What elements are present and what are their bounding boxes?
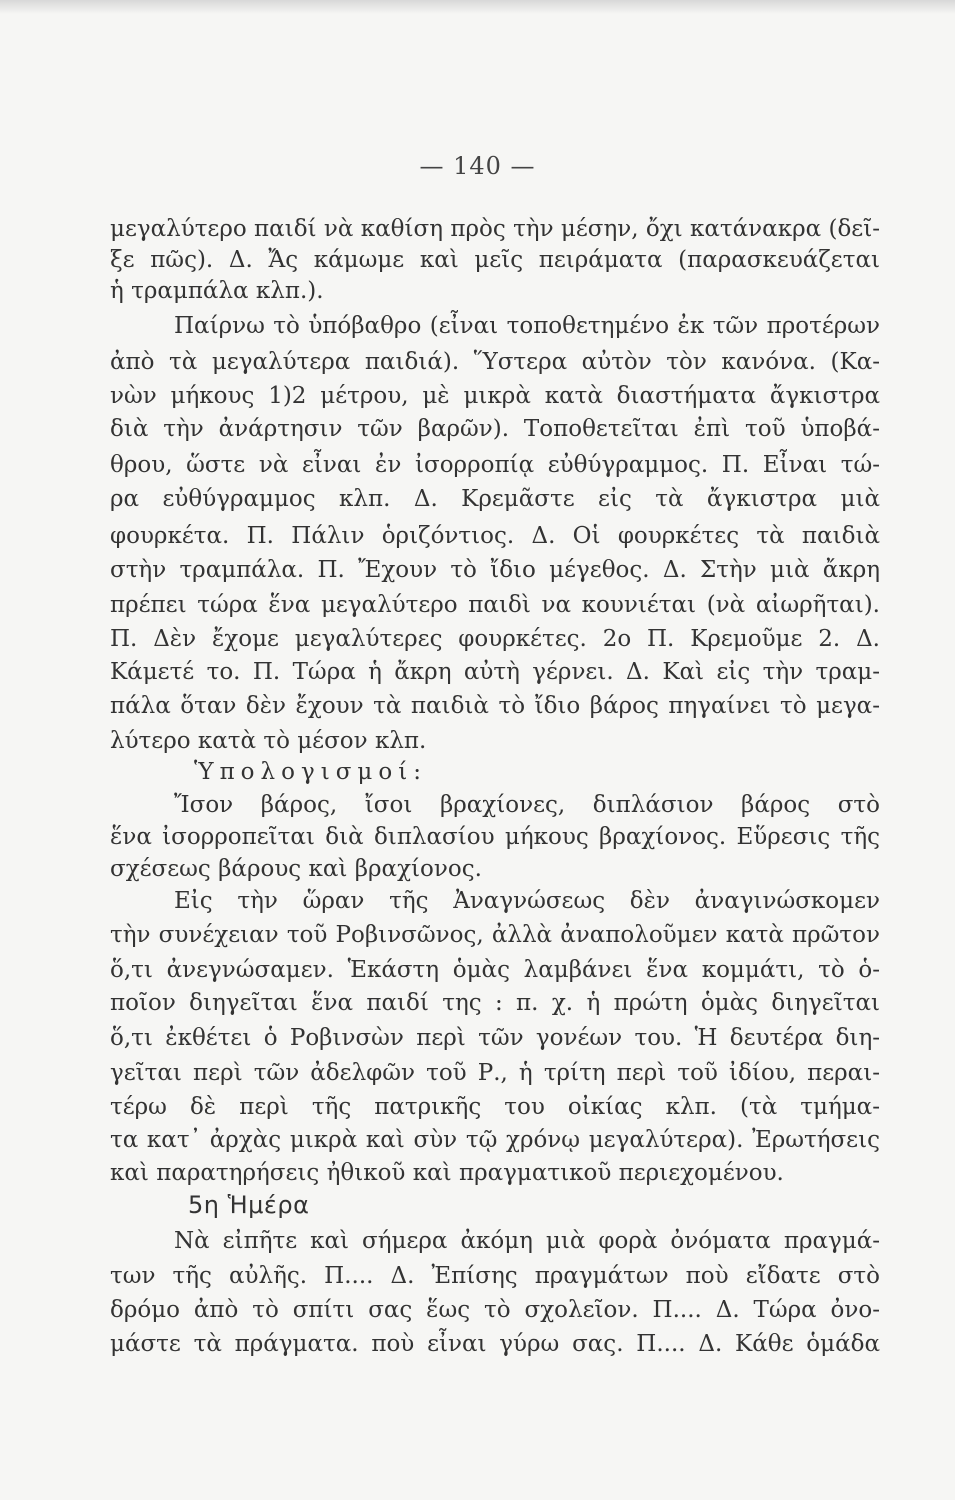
text-line: Παίρνω τὸ ὑπόβαθρο (εἶναι τοποθετημένο ἐκ τῶν προτέρων [174, 313, 880, 339]
text-line: διὰ τὴν ἀνάρτησιν τῶν βαρῶν). Τοποθετεῖται ἐπὶ τοῦ ὑποβά- [110, 416, 880, 442]
text-line: ἀπὸ τὰ μεγαλύτερα παιδιά). Ὕστερα αὐτὸν τὸν κανόνα. (Κα- [110, 349, 880, 375]
text-line: στὴν τραμπάλα. Π. Ἔχουν τὸ ἴδιο μέγεθος. Δ. Στὴν μιὰ ἄκρη [110, 557, 880, 583]
text-line: τὴν συνέχειαν τοῦ Ροβινσῶνος, ἀλλὰ ἀναπολοῦμεν κατὰ πρῶτον [110, 922, 880, 948]
page-top-edge [0, 0, 955, 14]
text-line: ρα εὐθύγραμμος κλπ. Δ. Κρεμᾶστε εἰς τὰ ἄγκιστρα μιὰ [110, 486, 880, 512]
section-heading: 5η Ἡμέρα [188, 1191, 310, 1219]
text-line: νὼν μήκους 1)2 μέτρου, μὲ μικρὰ κατὰ διαστήματα ἄγκιστρα [110, 383, 880, 409]
text-line: ποῖον διηγεῖται ἕνα παιδί της : π. χ. ἡ πρώτη ὁμὰς διηγεῖται [110, 990, 880, 1016]
text-line: τέρω δὲ περὶ τῆς πατρικῆς του οἰκίας κλπ. (τὰ τμήμα- [110, 1094, 880, 1120]
text-line: φουρκέτα. Π. Πάλιν ὁριζόντιος. Δ. Οἱ φουρκέτες τὰ παιδιὰ [110, 523, 880, 549]
text-line: γεῖται περὶ τῶν ἀδελφῶν τοῦ Ρ., ἡ τρίτη περὶ τοῦ ἰδίου, περαι- [110, 1060, 880, 1086]
text-line: Ἴσον βάρος, ἴσοι βραχίονες, διπλάσιον βάρος στὸ [174, 792, 880, 818]
text-line: ὅ,τι ἀνεγνώσαμεν. Ἑκάστη ὁμὰς λαμβάνει ἕνα κομμάτι, τὸ ὁ- [110, 957, 880, 983]
text-line: σχέσεως βάρους καὶ βραχίονος. [110, 856, 482, 882]
text-line: ξε πῶς). Δ. Ἄς κάμωμε καὶ μεῖς πειράματα (παρασκευάζεται [110, 247, 880, 273]
text-line: πρέπει τώρα ἕνα μεγαλύτερο παιδὶ να κουνιέται (νὰ αἰωρῆται). [110, 592, 880, 618]
text-line: καὶ παρατηρήσεις ἠθικοῦ καὶ πραγματικοῦ περιεχομένου. [110, 1160, 784, 1186]
section-label: Ὑπολογισμοί: [194, 759, 427, 785]
text-line: Νὰ εἰπῆτε καὶ σήμερα ἀκόμη μιὰ φορὰ ὀνόματα πραγμά- [174, 1228, 880, 1254]
text-line: Κάμετέ το. Π. Τώρα ἡ ἄκρη αὐτὴ γέρνει. Δ. Καὶ εἰς τὴν τραμ- [110, 659, 880, 685]
text-line: μάστε τὰ πράγματα. ποὺ εἶναι γύρω σας. Π.... Δ. Κάθε ὁμάδα [110, 1331, 880, 1357]
text-line: δρόμο ἀπὸ τὸ σπίτι σας ἕως τὸ σχολεῖον. Π.... Δ. Τώρα ὀνο- [110, 1297, 880, 1323]
text-line: μεγαλύτερο παιδί νὰ καθίση πρὸς τὴν μέσην, ὄχι κατάνακρα (δεῖ- [110, 216, 880, 242]
text-line: τα κατ᾽ ἀρχὰς μικρὰ καὶ σὺν τῷ χρόνῳ μεγαλύτερα). Ἐρωτήσεις [110, 1127, 880, 1153]
text-line: ὅ,τι ἐκθέτει ὁ Ροβινσὼν περὶ τῶν γονέων του. Ἡ δευτέρα διη- [110, 1025, 880, 1051]
text-line: λύτερο κατὰ τὸ μέσον κλπ. [110, 728, 427, 754]
text-line: ἡ τραμπάλα κλπ.). [110, 278, 324, 304]
text-line: Εἰς τὴν ὥραν τῆς Ἀναγνώσεως δὲν ἀναγινώσκομεν [174, 888, 880, 914]
page-number: — 140 — [419, 152, 536, 180]
text-line: Π. Δὲν ἔχομε μεγαλύτερες φουρκέτες. 2ο Π. Κρεμοῦμε 2. Δ. [110, 626, 880, 652]
text-line: ἕνα ἰσορροπεῖται διὰ διπλασίου μήκους βραχίονος. Εὕρεσις τῆς [110, 824, 880, 850]
text-line: των τῆς αὐλῆς. Π.... Δ. Ἐπίσης πραγμάτων ποὺ εἴδατε στὸ [110, 1263, 880, 1289]
text-line: θρου, ὥστε νὰ εἶναι ἐν ἰσορροπίᾳ εὐθύγραμμος. Π. Εἶναι τώ- [110, 452, 880, 478]
text-line: πάλα ὅταν δὲν ἔχουν τὰ παιδιὰ τὸ ἴδιο βάρος πηγαίνει τὸ μεγα- [110, 693, 880, 719]
